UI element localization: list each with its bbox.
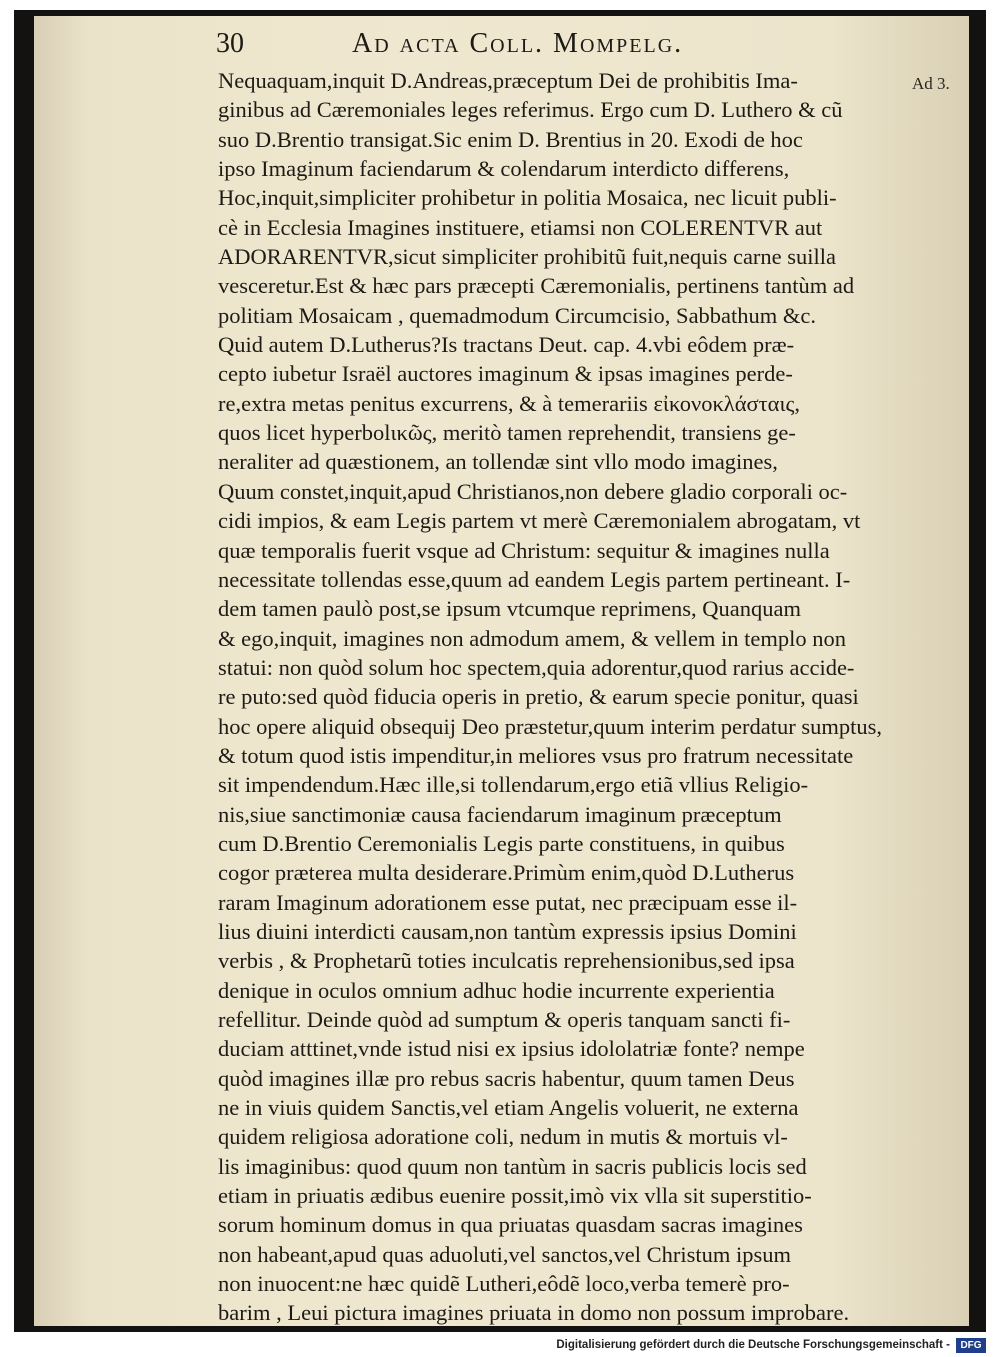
text-line: sit impendendum.Hæc ille,si tollendarum,ergo etiã vllius Religio-	[218, 772, 809, 798]
text-line: ne in viuis quidem Sanctis,vel etiam Angelis voluerit, ne externa	[218, 1095, 799, 1121]
body-text	[218, 66, 923, 1326]
dfg-logo: DFG	[956, 1338, 986, 1353]
scan-background	[14, 10, 986, 1332]
running-head-title: Ad acta Coll. Mompelg.	[352, 28, 684, 59]
text-line: denique in oculos omnium adhuc hodie incurrente experientia	[218, 977, 775, 1003]
text-line: re puto:sed quòd fiducia operis in pretio, & earum specie ponitur, quasi	[218, 684, 859, 710]
text-line: Quum constet,inquit,apud Christianos,non debere gladio corporali oc-	[218, 478, 848, 504]
text-line: hoc opere aliquid obsequij Deo præstetur,quum interim perdatur sumptus,	[218, 713, 882, 739]
book-page	[34, 16, 969, 1326]
margin-note: Ad 3.	[912, 74, 950, 93]
text-line: & ego,inquit, imagines non admodum amem, & vellem in templo non	[218, 625, 847, 651]
text-line: quæ temporalis fuerit vsque ad Christum: sequitur & imagines nulla	[218, 537, 830, 563]
text-line: cidi impios, & eam Legis partem vt merè Cæremonialem abrogatam, vt	[218, 508, 861, 534]
text-line: lis imaginibus: quod quum non tantùm in sacris publicis locis sed	[218, 1153, 807, 1179]
text-line: lius diuini interdicti causam,non tantùm expressis ipsius Domini	[218, 918, 797, 944]
text-line: necessitate tollendas esse,quum ad eandem Legis partem pertineant. I-	[218, 566, 851, 592]
text-line: verbis , & Prophetarũ toties inculcatis reprehensionibus,sed ipsa	[218, 948, 795, 974]
text-line: dem tamen paulò post,se ipsum vtcumque reprimens, Quanquam	[218, 596, 802, 622]
text-line: cè in Ecclesia Imagines instituere, etiamsi non COLERENTVR aut	[218, 214, 823, 240]
text-line: ADORARENTVR,sicut simpliciter prohibitũ fuit,nequis carne suilla	[218, 244, 837, 270]
text-line: nis,siue sanctimoniæ causa faciendarum imaginum præceptum	[218, 801, 782, 827]
text-line: etiam in priuatis ædibus euenire possit,imò vix vlla sit superstitio-	[218, 1183, 812, 1209]
footer	[0, 1337, 1000, 1357]
text-line: Quid autem D.Lutherus?Is tractans Deut. cap. 4.vbi eôdem præ-	[218, 332, 795, 358]
text-line: quòd imagines illæ pro rebus sacris habentur, quum tamen Deus	[218, 1065, 795, 1091]
text-line: vesceretur.Est & hæc pars præcepti Cæremonialis, pertinens tantùm ad	[218, 273, 855, 299]
text-line: non habeant,apud quas aduoluti,vel sanctos,vel Christum ipsum	[218, 1241, 792, 1267]
text-line: raram Imaginum adorationem esse putat, nec præcipuam esse il-	[218, 889, 798, 915]
text-line: neraliter ad quæstionem, an tollendæ sint vllo modo imagines,	[218, 449, 778, 475]
text-line: quidem religiosa adoratione coli, nedum in mutis & mortuis vl-	[218, 1124, 788, 1150]
text-line: duciam atttinet,vnde istud nisi ex ipsius idololatriæ fonte? nempe	[218, 1036, 805, 1062]
text-line: suo D.Brentio transigat.Sic enim D. Brentius in 20. Exodi de hoc	[218, 126, 803, 152]
running-head	[34, 28, 969, 66]
text-line: statui: non quòd solum hoc spectem,quia adorentur,quod rarius accide-	[218, 654, 855, 680]
text-line: cum D.Brentio Ceremonialis Legis parte constituens, in quibus	[218, 830, 785, 856]
text-line: & totum quod istis impenditur,in meliores vsus pro fratrum necessitate	[218, 742, 854, 768]
text-line: cogor præterea multa desiderare.Primùm enim,quòd D.Lutherus	[218, 860, 795, 886]
text-line: politiam Mosaicam , quemadmodum Circumcisio, Sabbathum &c.	[218, 302, 817, 328]
text-line: re,extra metas penitus excurrens, & à temerariis εἰκονοκλάσταις,	[218, 390, 801, 416]
text-line: Nequaquam,inquit D.Andreas,præceptum Dei de prohibitis Ima-	[218, 68, 798, 93]
text-line: sorum hominum domus in qua priuatas quasdam sacras imagines	[218, 1212, 803, 1238]
text-line: quos licet hyperbolικῶς, meritò tamen reprehendit, transiens ge-	[218, 420, 796, 446]
text-line: ipso Imaginum faciendarum & colendarum interdicto differens,	[218, 156, 790, 182]
text-line: non inuocent:ne hæc quidẽ Lutheri,eôdẽ loco,verba temerè pro-	[218, 1271, 790, 1297]
dfg-credit-text: Digitalisierung gefördert durch die Deutsche Forschungsgemeinschaft -	[556, 1339, 950, 1351]
text-line: barim , Leui pictura imagines priuata in domo non possum improbare.	[218, 1300, 850, 1326]
text-line: refellitur. Deinde quòd ad sumptum & operis tanquam sancti fi-	[218, 1007, 791, 1032]
page-number: 30	[216, 28, 244, 59]
text-line: cepto iubetur Israël auctores imaginum & ipsas imagines perde-	[218, 361, 793, 387]
text-line: ginibus ad Cæremoniales leges referimus. Ergo cum D. Luthero & cũ	[218, 97, 843, 123]
text-line: Hoc,inquit,simpliciter prohibetur in politia Mosaica, nec licuit publi-	[218, 185, 837, 211]
